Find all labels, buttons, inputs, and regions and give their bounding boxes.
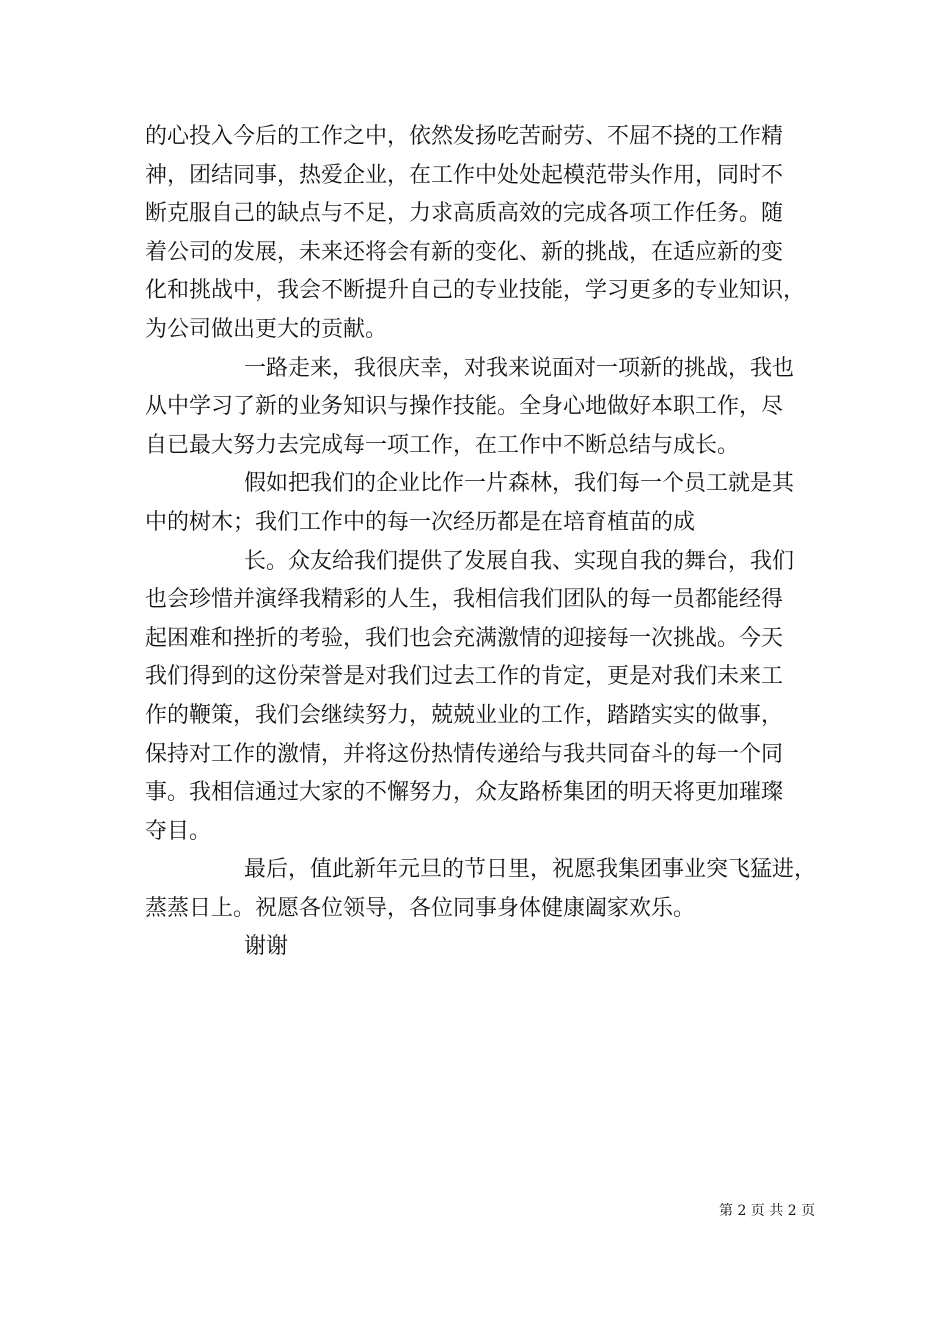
page-number-footer: 第 2 页 共 2 页 — [719, 1203, 816, 1219]
text-line: 也会珍惜并演绎我精彩的人生，我相信我们团队的每一员都能经得 — [145, 587, 784, 613]
text-line: 最后，值此新年元旦的节日里，祝愿我集团事业突飞猛进， — [244, 857, 817, 883]
text-line: 夺目。 — [145, 818, 212, 844]
text-line: 断克服自己的缺点与不足，力求高质高效的完成各项工作任务。随 — [145, 201, 784, 227]
text-line: 一路走来，我很庆幸，对我来说面对一项新的挑战，我也 — [244, 355, 795, 381]
text-line: 的心投入今后的工作之中，依然发扬吃苦耐劳、不屈不挠的工作精 — [145, 124, 784, 149]
text-line: 中的树木；我们工作中的每一次经历都是在培育植苗的成 — [145, 509, 696, 535]
text-line: 为公司做出更大的贡献。 — [145, 316, 388, 342]
text-line: 我们得到的这份荣誉是对我们过去工作的肯定，更是对我们未来工 — [145, 664, 784, 690]
text-line: 从中学习了新的业务知识与操作技能。全身心地做好本职工作，尽 — [145, 394, 784, 420]
text-line: 作的鞭策，我们会继续努力，兢兢业业的工作，踏踏实实的做事， — [145, 702, 784, 728]
text-line: 假如把我们的企业比作一片森林，我们每一个员工就是其 — [244, 471, 795, 497]
text-line: 神，团结同事，热爱企业，在工作中处处起模范带头作用，同时不 — [145, 162, 784, 188]
text-line: 化和挑战中，我会不断提升自己的专业技能，学习更多的专业知识， — [145, 278, 806, 304]
text-line: 长。众友给我们提供了发展自我、实现自我的舞台，我们 — [244, 548, 795, 574]
text-line: 保持对工作的激情，并将这份热情传递给与我共同奋斗的每一个同 — [145, 741, 784, 767]
document-body — [145, 118, 825, 967]
text-line: 事。我相信通过大家的不懈努力，众友路桥集团的明天将更加璀璨 — [145, 780, 784, 806]
text-line: 蒸蒸日上。祝愿各位领导，各位同事身体健康阖家欢乐。 — [145, 895, 696, 921]
text-line: 着公司的发展，未来还将会有新的变化、新的挑战，在适应新的变 — [145, 239, 784, 265]
closing-thanks: 谢谢 — [244, 934, 289, 960]
text-line: 自已最大努力去完成每一项工作，在工作中不断总结与成长。 — [145, 432, 740, 458]
text-line: 起困难和挫折的考验，我们也会充满激情的迎接每一次挑战。今天 — [145, 625, 784, 651]
